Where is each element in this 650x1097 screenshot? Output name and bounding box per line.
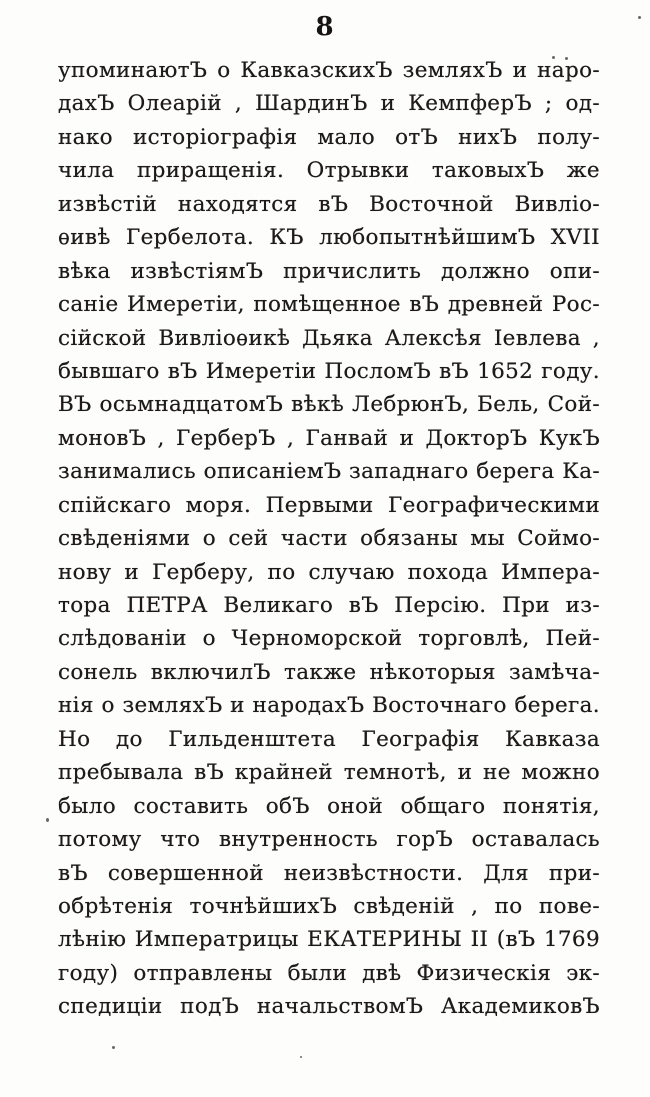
text-line: обрѣтенія точнѣйшихЪ свѣденій , по пове- bbox=[58, 893, 600, 919]
text-line: сонель включилЪ также нѣкоторыя замѣча- bbox=[58, 659, 600, 685]
text-line: занимались описаніемЪ западнаго берега Ка- bbox=[58, 459, 600, 485]
text-line: чила приращенія. Отрывки таковыхЪ же bbox=[58, 158, 600, 184]
scan-speck bbox=[638, 16, 641, 19]
text-line: упоминаютЪ о КавказскихЪ земляхЪ и наро- bbox=[58, 58, 600, 83]
text-line: году) отправлены были двѣ Физическія эк- bbox=[58, 960, 600, 986]
text-line: ѳивѣ Гербелота. КЪ любопытнѣйшимЪ XVII bbox=[58, 225, 600, 251]
text-line: моновЪ , ГерберЪ , Ганвай и ДокторЪ КукЪ bbox=[58, 425, 600, 451]
scan-speck bbox=[300, 1056, 302, 1058]
text-line: слѣдованіи о Черноморской торговлѣ, Пей- bbox=[58, 626, 600, 652]
text-line: спійскаго моря. Первыми Географическими bbox=[58, 492, 600, 518]
text-line: пребывала вЪ крайней темнотѣ, и не можно bbox=[58, 760, 600, 786]
body-text bbox=[58, 54, 600, 1024]
text-line: нія о земляхЪ и народахЪ Восточнаго берега. bbox=[58, 693, 600, 719]
text-line: свѣденіями о сей части обязаны мы Соймо- bbox=[58, 526, 600, 552]
text-line: нову и Герберу, по случаю похода Импера- bbox=[58, 559, 600, 585]
scan-speck bbox=[112, 1046, 115, 1049]
text-line: извѣстій находятся вЪ Восточной Вивліо- bbox=[58, 191, 600, 217]
text-line: нако исторіографія мало отЪ нихЪ полу- bbox=[58, 124, 600, 150]
text-line: потому что внутренность горЪ оставалась bbox=[58, 827, 600, 853]
scan-speck bbox=[46, 818, 49, 822]
text-line: спедиціи подЪ начальствомЪ АкадемиковЪ bbox=[58, 994, 600, 1020]
page-number: 8 bbox=[315, 12, 335, 42]
text-line: Но до Гильденштета Географія Кавказа bbox=[58, 726, 600, 752]
text-line: лѣнію Императрицы ЕКАТЕРИНЫ II (вЪ 1769 bbox=[58, 927, 600, 953]
text-line: ВЪ осьмнадцатомЪ вѣкѣ ЛебрюнЪ, Бель, Сой- bbox=[58, 392, 600, 418]
text-line: вѣка извѣстіямЪ причислить должно опи- bbox=[58, 258, 600, 284]
text-line: вЪ совершенной неизвѣстности. Для при- bbox=[58, 860, 600, 886]
text-line: бывшаго вЪ Имеретіи ПосломЪ вЪ 1652 году. bbox=[58, 358, 600, 384]
text-line: тора ПЕТРА Великаго вЪ Персію. При из- bbox=[58, 593, 600, 618]
text-line: было составить обЪ оной общаго понятія, bbox=[58, 793, 600, 819]
text-line: дахЪ Олеарій , ШардинЪ и КемпферЪ ; од- bbox=[58, 91, 600, 117]
text-line: сійской Вивліоѳикѣ Дьяка Алексѣя Іевлева , bbox=[58, 325, 600, 351]
text-line: саніе Имеретіи, помѣщенное вЪ древней Рос- bbox=[58, 292, 600, 318]
